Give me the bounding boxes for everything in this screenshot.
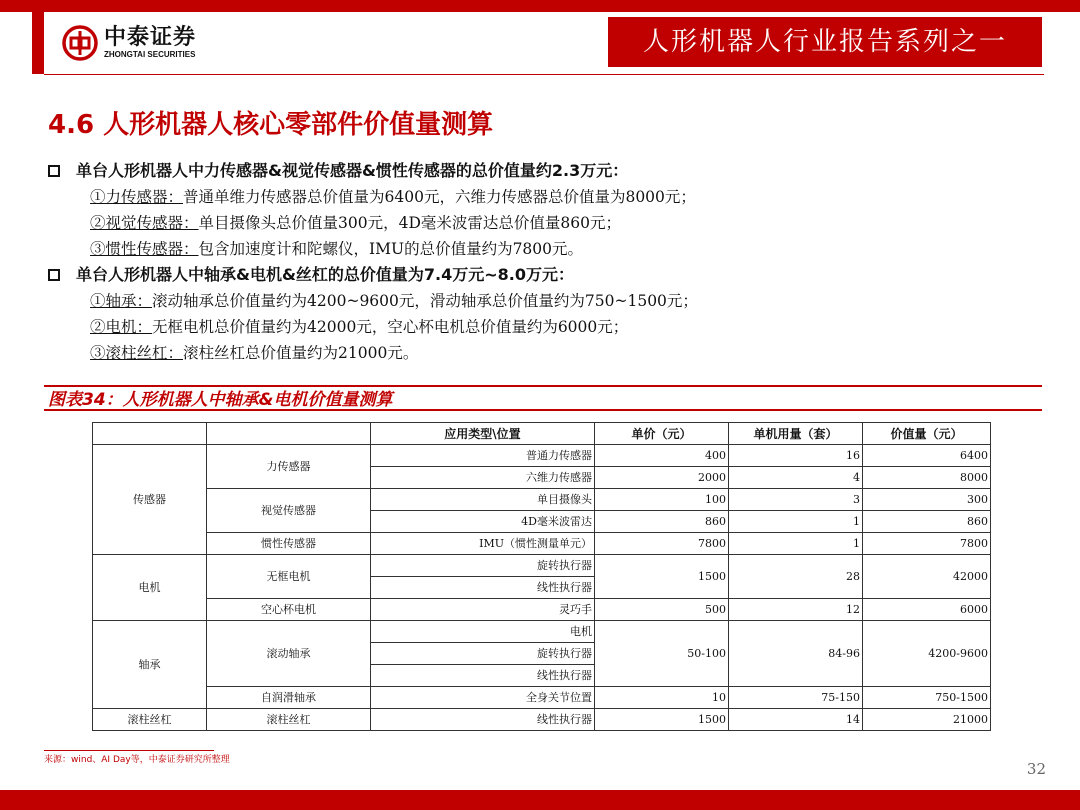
application-cell: 六维力传感器 bbox=[371, 467, 595, 489]
value-cell: 6000 bbox=[863, 599, 991, 621]
value-cell: 7800 bbox=[863, 533, 991, 555]
price-cell: 100 bbox=[595, 489, 729, 511]
value-cell: 860 bbox=[863, 511, 991, 533]
value-cell: 300 bbox=[863, 489, 991, 511]
quantity-cell: 4 bbox=[729, 467, 863, 489]
subcategory-cell: 视觉传感器 bbox=[207, 489, 371, 533]
price-cell: 1500 bbox=[595, 709, 729, 731]
subcategory-cell: 滚柱丝杠 bbox=[207, 709, 371, 731]
logo-english-name: ZHONGTAI SECURITIES bbox=[104, 50, 196, 59]
value-cell: 21000 bbox=[863, 709, 991, 731]
bullet-heading: 单台人形机器人中力传感器&视觉传感器&惯性传感器的总价值量约2.3万元： bbox=[48, 158, 1048, 184]
table-row bbox=[93, 489, 991, 511]
application-cell: 电机 bbox=[371, 621, 595, 643]
quantity-cell: 1 bbox=[729, 533, 863, 555]
table-row bbox=[93, 445, 991, 467]
table-header-cell bbox=[93, 423, 207, 445]
header-divider bbox=[44, 74, 1044, 75]
subcategory-cell: 自润滑轴承 bbox=[207, 687, 371, 709]
price-cell: 400 bbox=[595, 445, 729, 467]
application-cell: 灵巧手 bbox=[371, 599, 595, 621]
zhongtai-logo-icon bbox=[62, 25, 98, 61]
price-cell: 50-100 bbox=[595, 621, 729, 687]
quantity-cell: 75-150 bbox=[729, 687, 863, 709]
quantity-cell: 3 bbox=[729, 489, 863, 511]
value-cell: 750-1500 bbox=[863, 687, 991, 709]
table-row bbox=[93, 599, 991, 621]
application-cell: 旋转执行器 bbox=[371, 555, 595, 577]
bullet-item: ③滚柱丝杠： 滚柱丝杠总价值量约为21000元。 bbox=[90, 344, 419, 362]
category-cell: 传感器 bbox=[93, 445, 207, 555]
table-row bbox=[93, 709, 991, 731]
quantity-cell: 1 bbox=[729, 511, 863, 533]
table-header-cell: 单机用量（套） bbox=[729, 423, 863, 445]
bullet-item: ②视觉传感器： 单目摄像头总价值量300元，4D毫米波雷达总价值量860元； bbox=[90, 214, 621, 232]
bullet-item: ①轴承： 滚动轴承总价值量约为4200~9600元，滑动轴承总价值量约为750~1500元； bbox=[90, 292, 698, 310]
quantity-cell: 14 bbox=[729, 709, 863, 731]
left-accent-bar bbox=[32, 0, 44, 74]
price-cell: 1500 bbox=[595, 555, 729, 599]
quantity-cell: 16 bbox=[729, 445, 863, 467]
application-cell: 旋转执行器 bbox=[371, 643, 595, 665]
square-bullet-icon bbox=[48, 165, 60, 177]
value-table bbox=[92, 422, 991, 731]
value-cell: 6400 bbox=[863, 445, 991, 467]
company-logo bbox=[62, 22, 196, 64]
category-cell: 电机 bbox=[93, 555, 207, 621]
bottom-accent-bar bbox=[0, 790, 1080, 810]
price-cell: 500 bbox=[595, 599, 729, 621]
bullet-item: ③惯性传感器： 包含加速度计和陀螺仪，IMU的总价值量约为7800元。 bbox=[90, 240, 584, 258]
quantity-cell: 84-96 bbox=[729, 621, 863, 687]
value-cell: 8000 bbox=[863, 467, 991, 489]
top-accent-bar bbox=[0, 0, 1080, 12]
table-row bbox=[93, 533, 991, 555]
application-cell: 单目摄像头 bbox=[371, 489, 595, 511]
price-cell: 2000 bbox=[595, 467, 729, 489]
section-title: 4.6 人形机器人核心零部件价值量测算 bbox=[48, 110, 494, 140]
value-cell: 42000 bbox=[863, 555, 991, 599]
bullet-item: ①力传感器： 普通单维力传感器总价值量为6400元，六维力传感器总价值量为8000元； bbox=[90, 188, 696, 206]
subcategory-cell: 无框电机 bbox=[207, 555, 371, 599]
price-cell: 860 bbox=[595, 511, 729, 533]
table-header-row bbox=[93, 423, 991, 445]
price-cell: 10 bbox=[595, 687, 729, 709]
footer-divider bbox=[44, 750, 214, 751]
source-note: 来源：wind、AI Day等，中泰证券研究所整理 bbox=[44, 755, 230, 765]
bullet-item: ②电机： 无框电机总价值量约为42000元，空心杯电机总价值量约为6000元； bbox=[90, 318, 629, 336]
page-number: 32 bbox=[1026, 760, 1046, 778]
table-header-cell bbox=[207, 423, 371, 445]
bullet-heading: 单台人形机器人中轴承&电机&丝杠的总价值量为7.4万元~8.0万元： bbox=[48, 262, 1048, 288]
table-header-cell: 价值量（元） bbox=[863, 423, 991, 445]
application-cell: 线性执行器 bbox=[371, 709, 595, 731]
category-cell: 滚柱丝杠 bbox=[93, 709, 207, 731]
table-row bbox=[93, 621, 991, 643]
subcategory-cell: 滚动轴承 bbox=[207, 621, 371, 687]
table-header-cell: 应用类型\位置 bbox=[371, 423, 595, 445]
logo-chinese-name: 中泰证券 bbox=[104, 25, 197, 50]
category-cell: 轴承 bbox=[93, 621, 207, 709]
quantity-cell: 28 bbox=[729, 555, 863, 599]
subcategory-cell: 空心杯电机 bbox=[207, 599, 371, 621]
application-cell: 普通力传感器 bbox=[371, 445, 595, 467]
application-cell: 线性执行器 bbox=[371, 577, 595, 599]
subcategory-cell: 力传感器 bbox=[207, 445, 371, 489]
table-header-cell: 单价（元） bbox=[595, 423, 729, 445]
quantity-cell: 12 bbox=[729, 599, 863, 621]
table-row bbox=[93, 687, 991, 709]
application-cell: IMU（惯性测量单元） bbox=[371, 533, 595, 555]
subcategory-cell: 惯性传感器 bbox=[207, 533, 371, 555]
bullet-list bbox=[48, 158, 1048, 366]
application-cell: 4D毫米波雷达 bbox=[371, 511, 595, 533]
value-cell: 4200-9600 bbox=[863, 621, 991, 687]
application-cell: 线性执行器 bbox=[371, 665, 595, 687]
application-cell: 全身关节位置 bbox=[371, 687, 595, 709]
table-row bbox=[93, 555, 991, 577]
price-cell: 7800 bbox=[595, 533, 729, 555]
report-series-title: 人形机器人行业报告系列之一 bbox=[608, 17, 1042, 67]
figure-title: 图表34：人形机器人中轴承&电机价值量测算 bbox=[44, 385, 1042, 411]
square-bullet-icon bbox=[48, 269, 60, 281]
